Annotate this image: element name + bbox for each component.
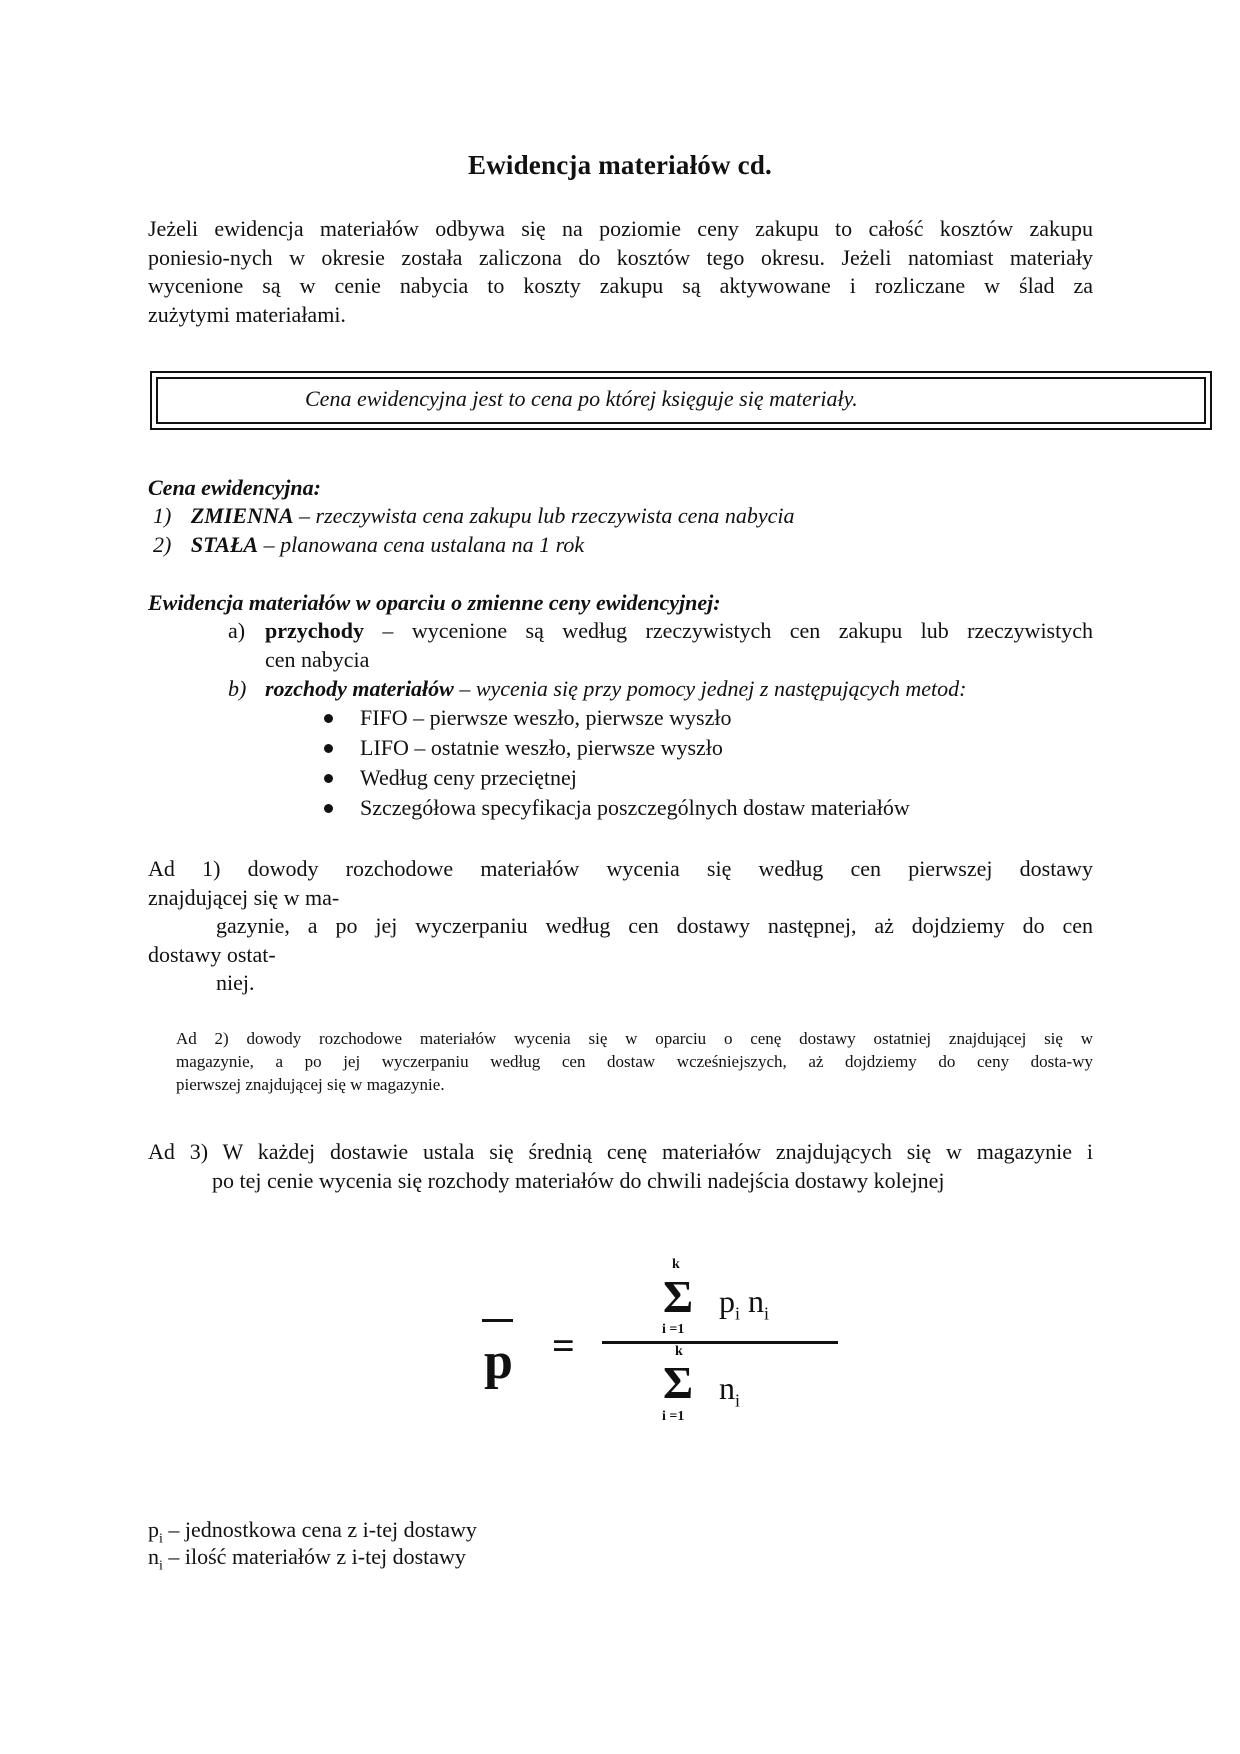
mean-price-symbol: p <box>484 1333 513 1390</box>
price-type-desc: – planowana cena ustalana na 1 rok <box>258 532 585 557</box>
ad3-paragraph <box>148 1138 1093 1195</box>
legend-item-n <box>148 1543 466 1580</box>
page-title: Ewidencja materiałów cd. <box>467 150 772 180</box>
legend-symbol: n <box>148 1544 159 1569</box>
numerator-term <box>719 1285 769 1322</box>
legend-text: – ilość materiałów z i-tej dostawy <box>162 1544 466 1569</box>
item-a-desc: – wycenione są według rzeczywistych cen zakupu lub rzeczywistych <box>364 618 1093 643</box>
legend-symbol: p <box>148 1517 159 1542</box>
item-a-term: przychody <box>265 618 364 643</box>
item-b-term: rozchody materiałów <box>265 676 454 701</box>
price-type-name: ZMIENNA <box>190 503 294 528</box>
equals-sign: = <box>552 1323 575 1368</box>
item-a-marker: a) <box>228 618 246 643</box>
fraction-line <box>602 1341 838 1344</box>
price-types-heading: Cena ewidencyjna: <box>148 475 321 500</box>
method-item: Szczegółowa specyfikacja poszczególnych dostaw materiałów <box>360 795 910 820</box>
denominator-lower-limit: i =1 <box>662 1409 685 1424</box>
ad1-line-5: niej. <box>216 970 255 995</box>
item-a-line-1 <box>265 618 1093 644</box>
item-b-marker: b) <box>228 676 247 701</box>
price-type-number: 1) <box>153 503 172 528</box>
intro-line-2: poniesio-nych w okresie została zaliczona do kosztów tego okresu. Jeżeli natomiast materiały <box>148 244 1093 270</box>
denominator-n: n <box>719 1370 735 1406</box>
denominator-n-subscript: i <box>735 1390 741 1411</box>
bullet-icon <box>324 774 333 783</box>
intro-line-1: Jeżeli ewidencja materiałów odbywa się na poziomie ceny zakupu to całość kosztów zakupu <box>148 216 1093 241</box>
legend-subscript: i <box>159 1558 163 1574</box>
legend-subscript: i <box>159 1531 163 1547</box>
definition-text: Cena ewidencyjna jest to cena po której księguje się materiały. <box>305 386 858 411</box>
price-type-number: 2) <box>153 532 172 557</box>
bullet-icon <box>324 804 333 813</box>
denominator-upper-limit: k <box>675 1344 683 1359</box>
denominator-sigma-icon: Σ <box>663 1357 694 1408</box>
intro-line-4: zużytymi materiałami. <box>148 301 346 327</box>
ad3-line-2: po tej cenie wycenia się rozchody materiałów do chwili nadejścia dostawy kolejnej <box>212 1167 945 1193</box>
ad2-line-3: pierwszej znajdującej się w magazynie. <box>176 1075 445 1094</box>
intro-line-3: wycenione są w cenie nabycia to koszty zakupu są aktywowane i rozliczane w ślad za <box>148 273 1093 298</box>
variable-section-heading: Ewidencja materiałów w oparciu o zmienne ceny ewidencyjnej: <box>148 590 721 615</box>
item-b-desc: – wycenia się przy pomocy jednej z następujących metod: <box>453 676 967 701</box>
price-type-item-1 <box>153 503 795 529</box>
numerator-lower-limit: i =1 <box>662 1322 685 1337</box>
mean-bar-line <box>482 1319 513 1322</box>
denominator-term <box>719 1372 740 1409</box>
method-item: LIFO – ostatnie weszło, pierwsze wyszło <box>360 735 723 760</box>
ad3-line-1: Ad 3) W każdej dostawie ustala się średnią cenę materiałów znajdujących się w magazynie i <box>148 1139 1093 1164</box>
ad2-line-1: Ad 2) dowody rozchodowe materiałów wycenia się w oparciu o cenę dostawy ostatniej znajdującej się w <box>176 1029 1093 1048</box>
legend-text: – jednostkowa cena z i-tej dostawy <box>162 1517 477 1542</box>
bullet-icon <box>324 744 333 753</box>
method-item: FIFO – pierwsze weszło, pierwsze wyszło <box>360 705 732 730</box>
numerator-p-subscript: i <box>735 1303 741 1324</box>
ad1-line-4: dostawy ostat- <box>148 941 276 967</box>
method-item: Według ceny przeciętnej <box>360 765 577 790</box>
numerator-upper-limit: k <box>672 1257 680 1272</box>
item-a-line-2: cen nabycia <box>265 647 370 672</box>
item-b-line <box>265 676 966 702</box>
numerator-n-subscript: i <box>764 1303 770 1324</box>
ad1-line-3: gazynie, a po jej wyczerpaniu według cen dostawy następnej, aż dojdziemy do cen <box>216 913 1093 938</box>
ad1-line-2: znajdującej się w ma- <box>148 884 340 910</box>
ad1-paragraph <box>148 855 1093 998</box>
price-type-item-2 <box>153 532 584 558</box>
numerator-sigma-icon: Σ <box>663 1271 694 1322</box>
ad2-line-2: magazynie, a po jej wyczerpaniu według cen dostaw wcześniejszych, aż dojdziemy do ceny dosta-wy <box>176 1052 1093 1071</box>
numerator-p: p <box>719 1283 735 1319</box>
ad2-paragraph <box>176 1027 1093 1096</box>
ad1-line-1: Ad 1) dowody rozchodowe materiałów wycenia się według cen pierwszej dostawy <box>148 856 1093 881</box>
bullet-icon <box>324 714 333 723</box>
numerator-n: n <box>748 1283 765 1319</box>
price-type-name: STAŁA <box>190 532 259 557</box>
intro-paragraph <box>148 215 1093 329</box>
price-type-desc: – rzeczywista cena zakupu lub rzeczywista cena nabycia <box>293 503 795 528</box>
